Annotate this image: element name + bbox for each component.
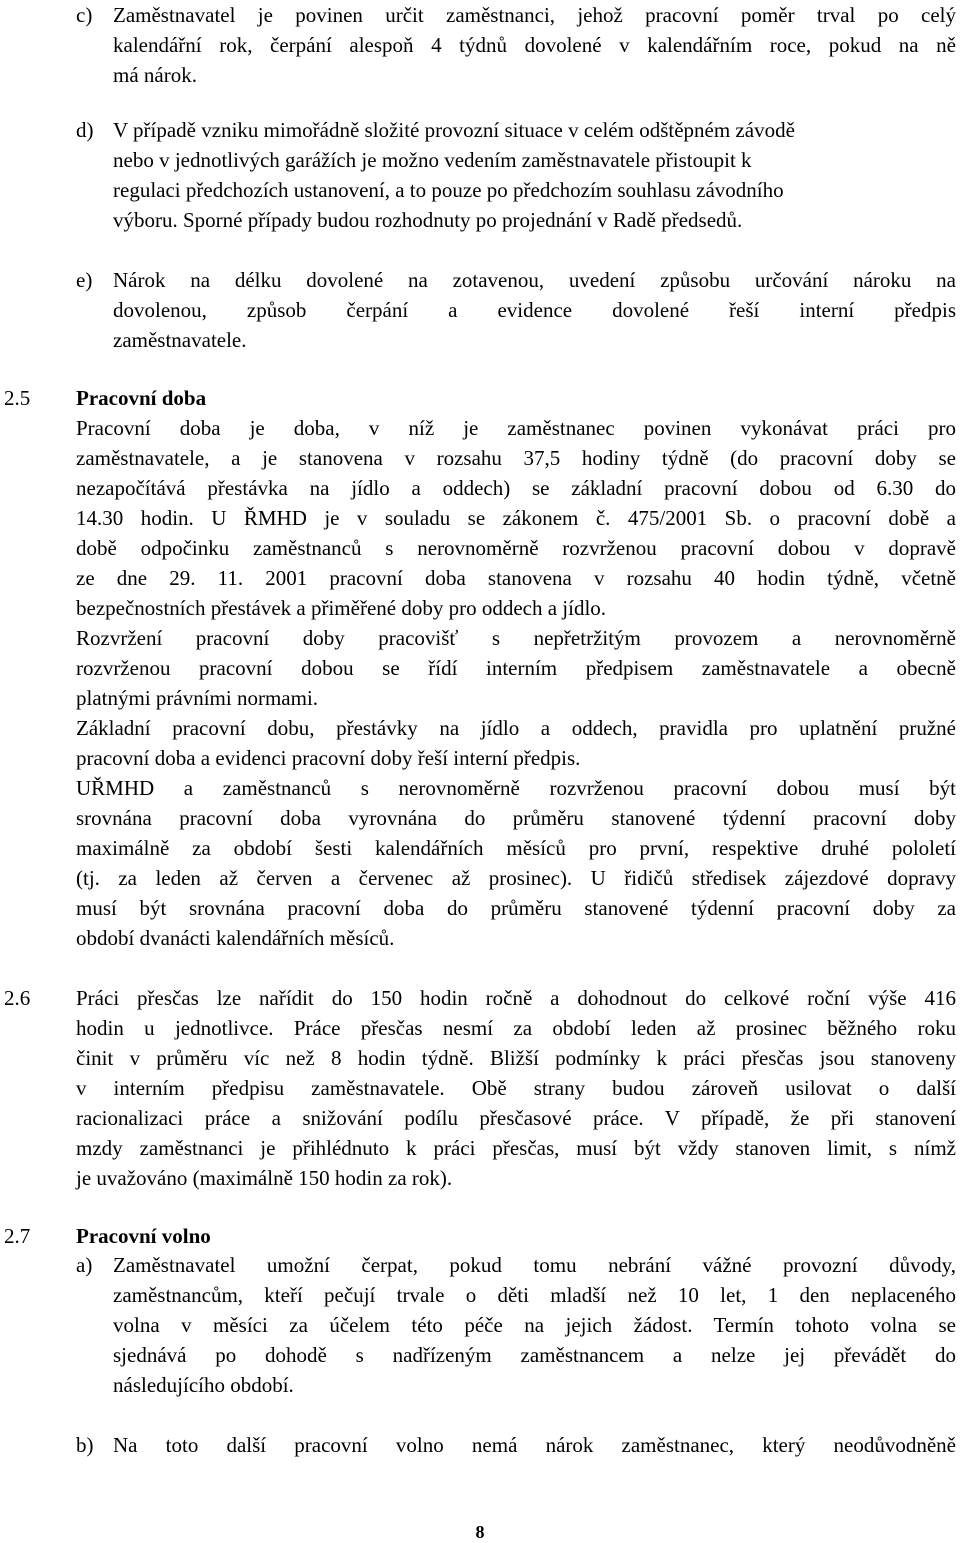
text-line: v interním předpisu zaměstnavatele. Obě strany budou zároveň usilovat o další bbox=[76, 1076, 956, 1100]
item-c-text bbox=[113, 0, 956, 90]
text-line: regulaci předchozích ustanovení, a to pouze po předchozím souhlasu závodního bbox=[113, 178, 784, 202]
text-line: UŘMHD a zaměstnanců s nerovnoměrně rozvrženou pracovní dobou musí být bbox=[76, 776, 956, 800]
text-line: hodin u jednotlivce. Práce přesčas nesmí za období leden až prosinec běžného roku bbox=[76, 1016, 956, 1040]
item-a-text bbox=[113, 1250, 956, 1400]
section-2-6-number: 2.6 bbox=[4, 986, 31, 1010]
section-2-7-heading-wrap bbox=[76, 1221, 956, 1251]
text-line: bezpečnostních přestávek a přiměřené doby pro oddech a jídlo. bbox=[76, 596, 607, 620]
section-2-5-heading: Pracovní doba bbox=[76, 386, 207, 410]
text-line: činit v průměru víc než 8 hodin týdně. Bližší podmínky k práci přesčas jsou stanoveny bbox=[76, 1046, 956, 1070]
text-line: zaměstnavatele, a je stanovena v rozsahu 37,5 hodiny týdně (do pracovní doby se bbox=[76, 446, 956, 470]
text-line: Zaměstnavatel umožní čerpat, pokud tomu nebrání vážné provozní důvody, bbox=[113, 1253, 956, 1277]
text-line: Práci přesčas lze nařídit do 150 hodin ročně a dohodnout do celkové roční výše 416 bbox=[76, 986, 956, 1010]
text-line: nezapočítává přestávka na jídlo a oddech) se základní pracovní dobou od 6.30 do bbox=[76, 476, 956, 500]
text-line: Pracovní doba je doba, v níž je zaměstnanec povinen vykonávat práci pro bbox=[76, 416, 956, 440]
text-line: racionalizaci práce a snižování podílu přesčasové práce. V případě, že při stanovení bbox=[76, 1106, 956, 1130]
text-line: mzdy zaměstnanci je přihlédnuto k práci přesčas, musí být vždy stanoven limit, s nímž bbox=[76, 1136, 956, 1160]
text-line: zaměstnavatele. bbox=[113, 328, 247, 352]
item-c-marker: c) bbox=[76, 3, 93, 27]
item-b-marker: b) bbox=[76, 1433, 94, 1457]
text-line: Nárok na délku dovolené na zotavenou, uvedení způsobu určování nároku na bbox=[113, 268, 956, 292]
text-line: pracovní doba a evidenci pracovní doby řeší interní předpis. bbox=[76, 746, 581, 770]
text-line: ze dne 29. 11. 2001 pracovní doba stanovena v rozsahu 40 hodin týdně, včetně bbox=[76, 566, 956, 590]
text-line: má nárok. bbox=[113, 63, 197, 87]
item-b-text bbox=[113, 1430, 956, 1460]
text-line: době odpočinku zaměstnanců s nerovnoměrně rozvrženou pracovní dobou v dopravě bbox=[76, 536, 956, 560]
text-line: V případě vzniku mimořádně složité provozní situace v celém odštěpném závodě bbox=[113, 118, 795, 142]
item-e-text bbox=[113, 265, 956, 355]
page-number: 8 bbox=[475, 1522, 485, 1542]
section-2-5-body bbox=[76, 383, 956, 953]
text-line: výboru. Sporné případy budou rozhodnuty po projednání v Radě předsedů. bbox=[113, 208, 743, 232]
section-2-7-heading: Pracovní volno bbox=[76, 1224, 211, 1248]
text-line: období dvanácti kalendářních měsíců. bbox=[76, 926, 395, 950]
text-line: dovolenou, způsob čerpání a evidence dovolené řeší interní předpis bbox=[113, 298, 956, 322]
text-line: nebo v jednotlivých garážích je možno vedením zaměstnavatele přistoupit k bbox=[113, 148, 752, 172]
text-line: Na toto další pracovní volno nemá nárok zaměstnanec, který neodůvodněně bbox=[113, 1433, 956, 1457]
item-e-marker: e) bbox=[76, 268, 93, 292]
text-line: volna v měsíci za účelem této péče na jejich žádost. Termín tohoto volna se bbox=[113, 1313, 956, 1337]
item-d-text bbox=[113, 115, 956, 235]
item-a-marker: a) bbox=[76, 1253, 93, 1277]
text-line: Rozvržení pracovní doby pracovišť s nepřetržitým provozem a nerovnoměrně bbox=[76, 626, 956, 650]
section-2-6-body bbox=[76, 983, 956, 1193]
text-line: musí být srovnána pracovní doba do průměru stanovené týdenní pracovní doby za bbox=[76, 896, 956, 920]
item-d-marker: d) bbox=[76, 118, 94, 142]
section-2-5-number: 2.5 bbox=[4, 386, 31, 410]
section-2-7-number: 2.7 bbox=[4, 1224, 31, 1248]
text-line: srovnána pracovní doba vyrovnána do průměru stanovené týdenní pracovní doby bbox=[76, 806, 956, 830]
text-line: Zaměstnavatel je povinen určit zaměstnanci, jehož pracovní poměr trval po celý bbox=[113, 3, 956, 27]
text-line: (tj. za leden až červen a červenec až prosinec). U řidičů středisek zájezdové dopravy bbox=[76, 866, 956, 890]
text-line: Základní pracovní dobu, přestávky na jídlo a oddech, pravidla pro uplatnění pružné bbox=[76, 716, 956, 740]
text-line: sjednává po dohodě s nadřízeným zaměstnancem a nelze jej převádět do bbox=[113, 1343, 956, 1367]
text-line: maximálně za období šesti kalendářních měsíců pro první, respektive druhé pololetí bbox=[76, 836, 956, 860]
text-line: rozvrženou pracovní dobou se řídí interním předpisem zaměstnavatele a obecně bbox=[76, 656, 956, 680]
text-line: platnými právními normami. bbox=[76, 686, 319, 710]
text-line: zaměstnancům, kteří pečují trvale o děti mladší než 10 let, 1 den neplaceného bbox=[113, 1283, 956, 1307]
text-line: kalendářní rok, čerpání alespoň 4 týdnů dovolené v kalendářním roce, pokud na ně bbox=[113, 33, 956, 57]
text-line: 14.30 hodin. U ŘMHD je v souladu se zákonem č. 475/2001 Sb. o pracovní době a bbox=[76, 506, 956, 530]
text-line: je uvažováno (maximálně 150 hodin za rok). bbox=[76, 1166, 453, 1190]
text-line: následujícího období. bbox=[113, 1373, 294, 1397]
